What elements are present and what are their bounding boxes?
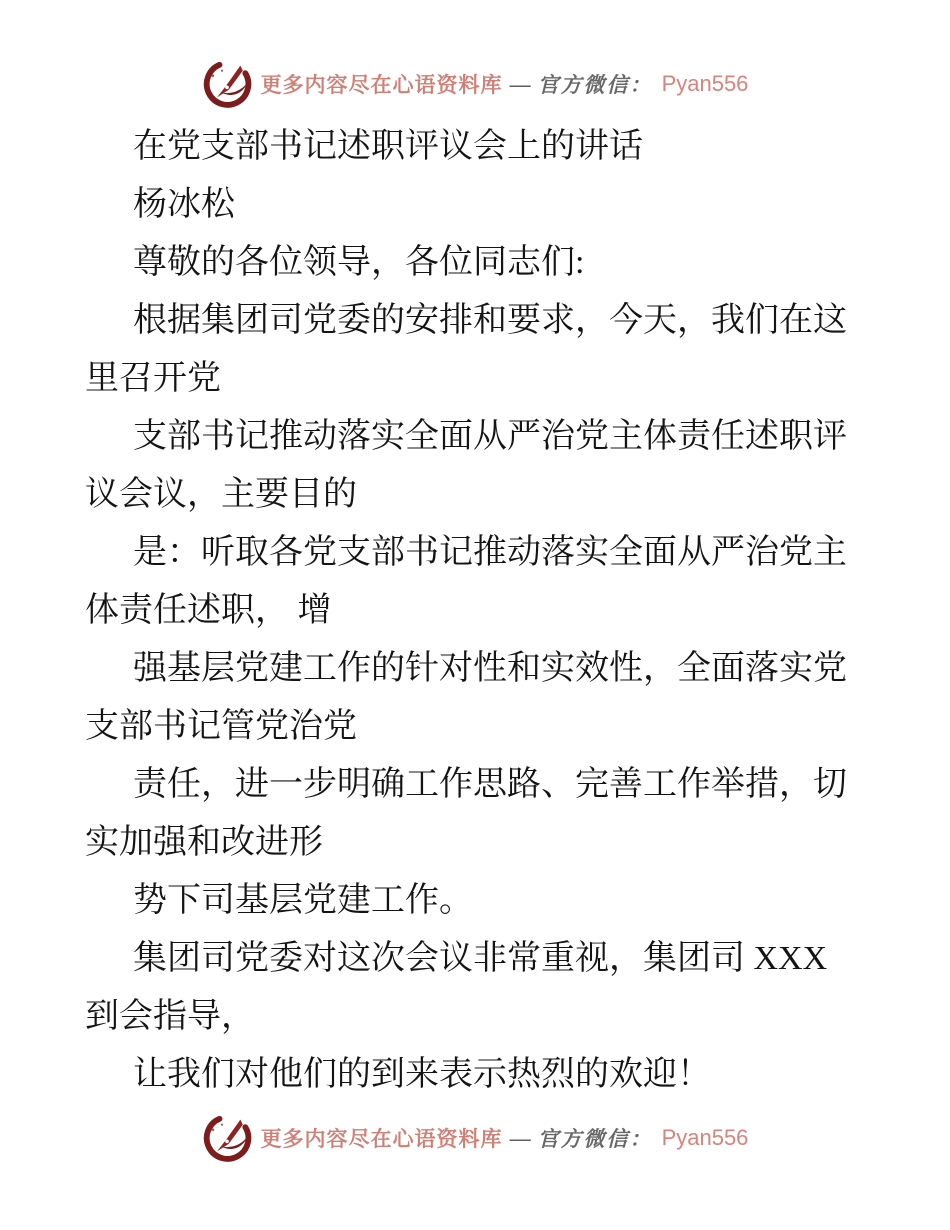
document-line: 集团司党委对这次会议非常重视，集团司 XXX <box>133 940 828 977</box>
watermark-site-text: 更多内容尽在心语资料库 <box>260 73 503 97</box>
watermark-dash: — <box>509 71 531 96</box>
watermark-wechat-label: 官方微信： <box>537 73 653 97</box>
document-line: 杨冰松 <box>133 186 235 223</box>
footer-watermark <box>0 1110 950 1166</box>
watermark-wechat-id: Pyan556 <box>661 71 749 96</box>
brand-logo-icon <box>202 56 252 112</box>
watermark-dash: — <box>509 1125 531 1150</box>
document-line: 里召开党 <box>85 360 221 397</box>
document-line: 体责任述职， 增 <box>85 592 332 629</box>
document-line: 在党支部书记述职评议会上的讲话 <box>133 128 643 165</box>
document-line: 议会议，主要目的 <box>85 476 357 513</box>
document-line: 支部书记管党治党 <box>85 708 357 745</box>
document-line: 实加强和改进形 <box>85 824 323 861</box>
document-line: 势下司基层党建工作。 <box>133 882 473 919</box>
header-watermark <box>0 56 950 112</box>
document-line: 根据集团司党委的安排和要求，今天，我们在这 <box>133 302 847 339</box>
document-body <box>85 118 860 1104</box>
document-line: 是：听取各党支部书记推动落实全面从严治党主 <box>133 534 847 571</box>
document-line: 让我们对他们的到来表示热烈的欢迎！ <box>133 1056 711 1093</box>
watermark-wechat-label: 官方微信： <box>537 1127 653 1151</box>
document-line: 到会指导， <box>85 998 255 1035</box>
document-line: 强基层党建工作的针对性和实效性，全面落实党 <box>133 650 847 687</box>
watermark-wechat-id: Pyan556 <box>661 1125 749 1150</box>
document-line: 责任，进一步明确工作思路、完善工作举措，切 <box>133 766 847 803</box>
watermark-site-text: 更多内容尽在心语资料库 <box>260 1127 503 1151</box>
document-line: 支部书记推动落实全面从严治党主体责任述职评 <box>133 418 847 455</box>
document-line: 尊敬的各位领导，各位同志们: <box>133 244 585 281</box>
brand-logo-icon <box>202 1110 252 1166</box>
